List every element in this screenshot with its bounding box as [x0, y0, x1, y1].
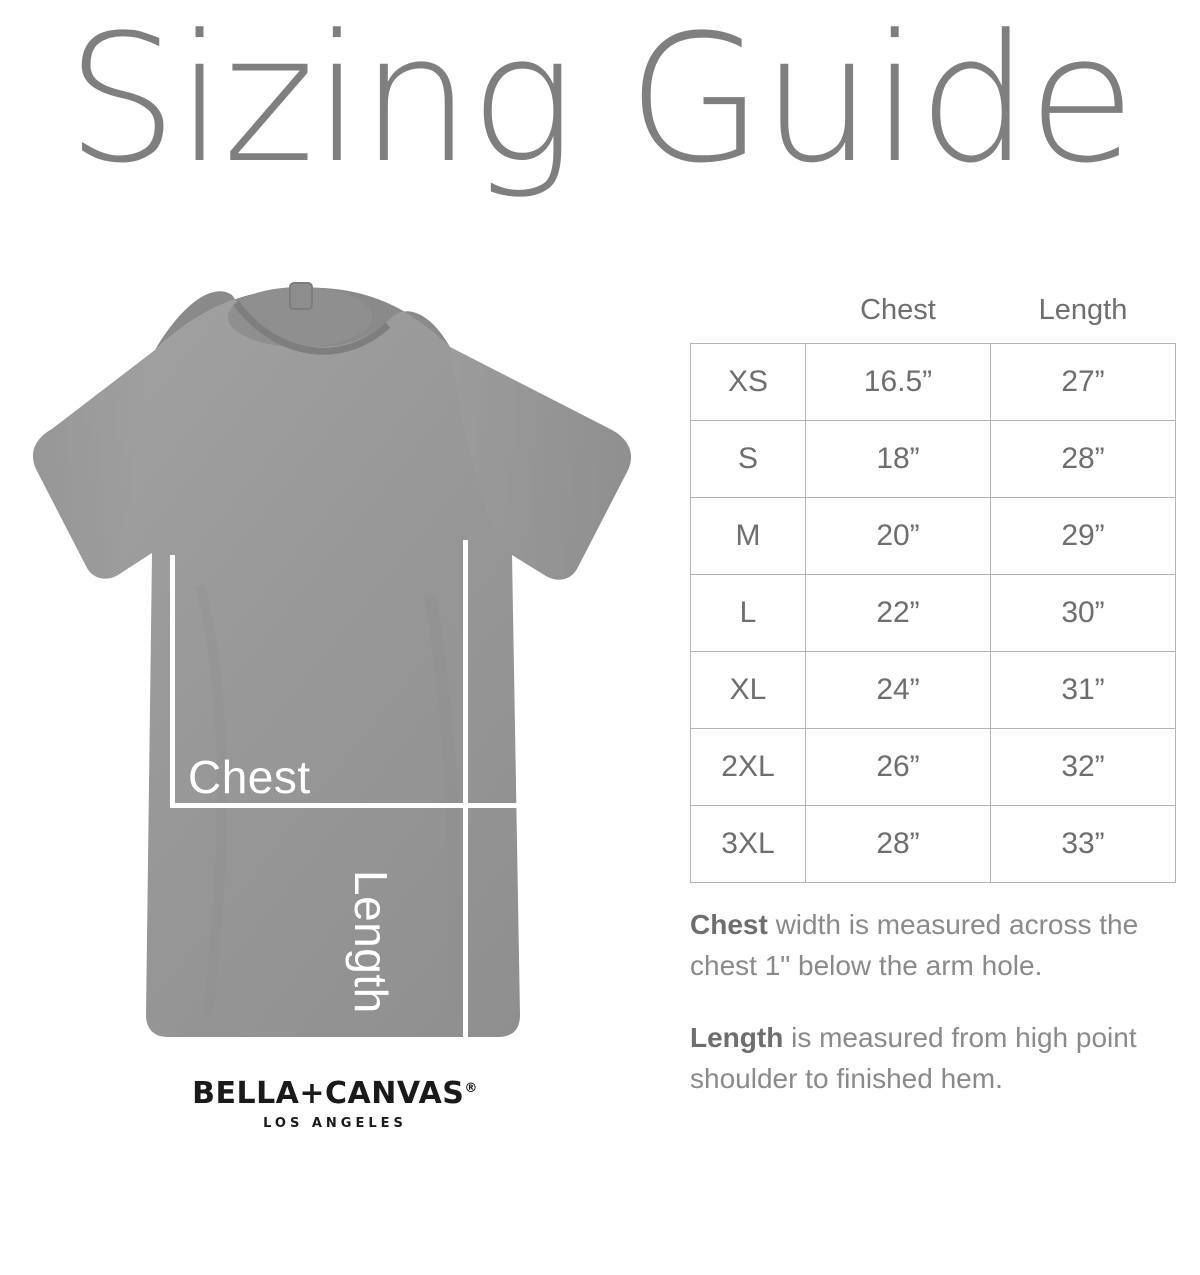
table-header-length: Length [1038, 294, 1128, 326]
cell-length: 31” [991, 652, 1176, 729]
cell-size: L [691, 575, 806, 652]
table-header-chest: Chest [860, 294, 936, 326]
table-row [691, 421, 1176, 498]
table-row [691, 344, 1176, 421]
page-title: Sizing Guide [66, 0, 1134, 202]
table-header-row [691, 290, 1176, 344]
cell-size: 2XL [691, 729, 806, 806]
length-measure-label: Length [345, 870, 397, 1014]
cell-chest: 28” [806, 806, 991, 883]
cell-length: 29” [991, 498, 1176, 575]
cell-chest: 16.5” [806, 344, 991, 421]
shirt-illustration [0, 255, 680, 1055]
note-chest [690, 905, 1160, 986]
cell-length: 27” [991, 344, 1176, 421]
cell-size: M [691, 498, 806, 575]
cell-size: XL [691, 652, 806, 729]
cell-chest: 18” [806, 421, 991, 498]
tshirt-icon [0, 255, 680, 1055]
table-header-size [691, 290, 806, 344]
note-length-text: is measured from high point shoulder to finished hem. [690, 1022, 1137, 1094]
cell-length: 28” [991, 421, 1176, 498]
cell-size: XS [691, 344, 806, 421]
registered-mark: ® [464, 1081, 478, 1096]
length-measure-line [463, 540, 468, 1275]
cell-length: 32” [991, 729, 1176, 806]
length-tick-bottom [390, 1270, 540, 1275]
cell-chest: 22” [806, 575, 991, 652]
size-table-container [690, 290, 1175, 883]
note-chest-text: width is measured across the chest 1" below the arm hole. [690, 909, 1139, 981]
note-chest-term: Chest [690, 909, 768, 940]
note-length [690, 1018, 1160, 1099]
table-row [691, 652, 1176, 729]
chest-tick-left [170, 555, 175, 808]
cell-size: 3XL [691, 806, 806, 883]
measurement-notes [690, 905, 1160, 1131]
brand-logo [175, 1068, 495, 1141]
table-row [691, 575, 1176, 652]
brand-subtitle: LOS ANGELES [263, 1116, 407, 1131]
table-row [691, 806, 1176, 883]
cell-length: 33” [991, 806, 1176, 883]
table-row [691, 729, 1176, 806]
table-row [691, 498, 1176, 575]
brand-name [175, 1076, 495, 1111]
brand-name-text: BELLA+CANVAS [192, 1076, 465, 1111]
size-table [690, 290, 1176, 883]
cell-size: S [691, 421, 806, 498]
chest-measure-label: Chest [188, 751, 311, 803]
cell-chest: 26” [806, 729, 991, 806]
note-length-term: Length [690, 1022, 784, 1054]
cell-length: 30” [991, 575, 1176, 652]
cell-chest: 20” [806, 498, 991, 575]
cell-chest: 24” [806, 652, 991, 729]
